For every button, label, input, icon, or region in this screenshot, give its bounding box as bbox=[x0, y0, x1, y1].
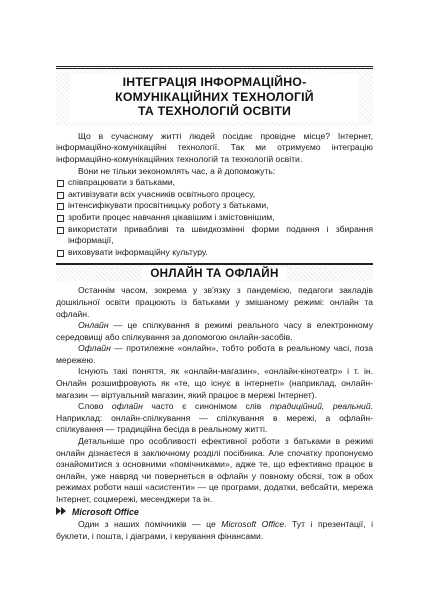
list-item-text: виховувати інформаційну культуру. bbox=[68, 246, 208, 257]
list-item bbox=[56, 189, 373, 201]
chapter-title-line: КОМУНІКАЦІЙНИХ ТЕХНОЛОГІЙ bbox=[115, 89, 314, 104]
chapter-title-line: ТА ТЕХНОЛОГІЙ ОСВІТИ bbox=[137, 104, 291, 119]
list-item bbox=[56, 212, 373, 224]
section-paragraph: Останнім часом, зокрема у зв'язку з пандемією, педагоги закладів дошкільної освіти працюють із батьками у змішаному режимі: онлайн та офлайн. bbox=[56, 285, 373, 319]
list-item-text: співпрацювати з батьками, bbox=[68, 177, 176, 188]
term-microsoft-office: Microsoft Office bbox=[221, 519, 285, 530]
list-item bbox=[56, 224, 373, 247]
term-offline: офлайн bbox=[111, 401, 143, 412]
checkbox-bullet-icon bbox=[57, 250, 64, 257]
paragraph-text: . Тут і презентації, і буклети, і пошта, і діаграми, і керування фінансами. bbox=[56, 519, 373, 541]
list-item bbox=[56, 247, 373, 259]
term-offline: Офлайн bbox=[78, 343, 111, 354]
paragraph-text: часто є синонімом слів bbox=[142, 401, 270, 412]
chapter-title bbox=[70, 73, 359, 122]
list-item-text: використати привабливі та швидкозмінні форми подання і збирання інформації, bbox=[68, 223, 373, 246]
term-online: Онлайн bbox=[78, 320, 109, 331]
section-heading-block bbox=[56, 263, 373, 281]
list-item bbox=[56, 200, 373, 212]
benefits-list bbox=[56, 177, 373, 258]
chapter-title-block bbox=[56, 66, 373, 126]
subsection-heading bbox=[56, 507, 373, 519]
checkbox-bullet-icon bbox=[57, 192, 64, 199]
definition-text: — протилежне «онлайн», тобто робота в реальному часі, поза мережею. bbox=[56, 343, 373, 365]
subsection-paragraph bbox=[56, 519, 373, 542]
list-item-text: активізувати всіх учасників освітнього процесу, bbox=[68, 188, 256, 199]
section-paragraph bbox=[56, 401, 373, 436]
subsection-title: Microsoft Office bbox=[72, 506, 139, 517]
definition-paragraph bbox=[56, 343, 373, 366]
checkbox-bullet-icon bbox=[57, 227, 64, 234]
section-heading: ОНЛАЙН ТА ОФЛАЙН bbox=[142, 267, 286, 281]
paragraph-text: Один з наших помічників — це bbox=[78, 519, 222, 530]
checkbox-bullet-icon bbox=[57, 215, 64, 222]
paragraph-text: . Наприклад: онлайн-спілкування — спілкування в мережі, а офлайн-спілкування — традиційна бесіда в реальному житті. bbox=[56, 401, 374, 435]
definition-text: — це спілкування в режимі реального часу в електронному середовищі або спілкування за допомогою онлайн-засобів. bbox=[56, 320, 373, 342]
list-item bbox=[56, 177, 373, 189]
term-synonyms: традиційний, реальний bbox=[269, 401, 371, 412]
list-item-text: зробити процес навчання цікавішим і змістовнішим, bbox=[68, 211, 275, 222]
checkbox-bullet-icon bbox=[57, 180, 64, 187]
definition-paragraph bbox=[56, 320, 373, 343]
section-paragraph: Існують такі поняття, як «онлайн-магазин», «онлайн-кінотеатр» і т. ін. Онлайн розшифровують як «те, що існує в інтернеті» (наприклад, онлайн-магазин — віртуальний магазин, який працює в мережі Інтернет). bbox=[56, 366, 373, 400]
chapter-title-line: ІНТЕГРАЦІЯ ІНФОРМАЦІЙНО- bbox=[122, 75, 307, 89]
intro-paragraph: Що в сучасному житті людей посідає провідне місце? Інтернет, інформаційно-комунікаційні технології. Так ми отримуємо інтеграцію інформаційно-комунікаційних технологій та технологій освіти. bbox=[56, 130, 373, 164]
list-item-text: інтенсифікувати просвітницьку роботу з батьками, bbox=[68, 200, 269, 211]
section-paragraph: Детальніше про особливості ефективної роботи з батьками в режимі онлайн дізнаєтеся в заключному розділі посібника. Але спочатку пропонуємо ознайомитися з основними «помічниками», адже те, що ефективно працює в онлайн, уже навряд чи повернеться в офлайн у повному обсязі, тож в обох режимах роботи наші «асистенти» — це програми, додатки, вебсайти, мережа Інтернет, соцмережі, месенджери та ін. bbox=[56, 436, 373, 504]
intro-paragraph: Вони не тільки зекономлять час, а й допоможуть: bbox=[78, 165, 276, 176]
checkbox-bullet-icon bbox=[57, 203, 64, 210]
double-arrow-icon bbox=[56, 507, 68, 519]
paragraph-text: Слово bbox=[78, 401, 112, 412]
